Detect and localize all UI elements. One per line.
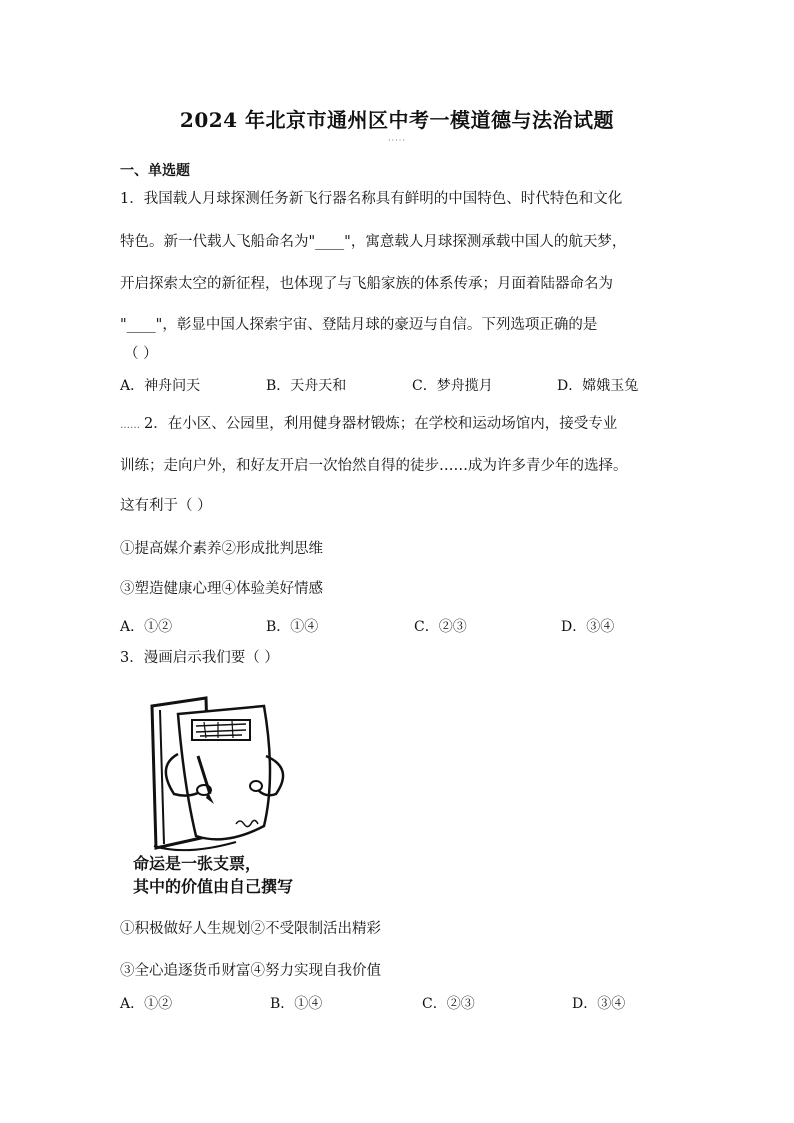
q1-option-a[interactable]: A．神舟问天: [120, 378, 201, 394]
q2-statement-1: ①提高媒介素养②形成批判思维: [120, 541, 323, 557]
q1-option-c[interactable]: C．梦舟揽月: [412, 378, 493, 394]
section-heading: 一、单选题: [120, 163, 190, 179]
cartoon-caption-line-1: 命运是一张支票，: [133, 854, 262, 873]
q1-option-d[interactable]: D．嫦娥玉兔: [557, 378, 639, 394]
q2-prefix-dots: ……: [120, 420, 140, 431]
q2-option-a[interactable]: A．①②: [120, 619, 173, 635]
q3-option-d[interactable]: D．③④: [572, 996, 626, 1012]
q2-option-b[interactable]: B．①④: [266, 619, 319, 635]
q2-line-3: 这有利于（ ）: [120, 498, 212, 514]
q2-option-d[interactable]: D．③④: [561, 619, 615, 635]
q1-line-3: 开启探索太空的新征程，也体现了与飞船家族的体系传承；月面着陆器命名为: [120, 276, 613, 292]
q2-option-c[interactable]: C．②③: [414, 619, 467, 635]
q2-line-2: 训练；走向户外，和好友开启一次怡然自得的徒步……成为许多青少年的选择。: [120, 458, 628, 474]
q1-line-2: 特色。新一代载人飞船命名为"____"，寓意载人月球探测承载中国人的航天梦，: [120, 234, 627, 250]
title-dots: ·····: [388, 136, 406, 145]
q3-option-c[interactable]: C．②③: [422, 996, 475, 1012]
q1-answer-blank: （ ）: [124, 346, 158, 362]
q2-statement-2: ③塑造健康心理④体验美好情感: [120, 581, 323, 597]
q1-option-b[interactable]: B．天舟天和: [266, 378, 347, 394]
q1-line-4: "____"，彰显中国人探索宇宙、登陆月球的豪迈与自信。下列选项正确的是: [120, 317, 598, 333]
page-title: 2024 年北京市通州区中考一模道德与法治试题: [179, 108, 615, 132]
q2-line-1: 2．在小区、公园里，利用健身器材锻炼；在学校和运动场馆内，接受专业: [144, 416, 618, 432]
q3-option-b[interactable]: B．①④: [270, 996, 323, 1012]
q3-statement-2: ③全心追逐货币财富④努力实现自我价值: [120, 963, 381, 979]
q1-line-1: 1．我国载人月球探测任务新飞行器名称具有鲜明的中国特色、时代特色和文化: [120, 191, 623, 207]
q3-line-1: 3．漫画启示我们要（ ）: [120, 650, 279, 666]
q3-option-a[interactable]: A．①②: [120, 996, 173, 1012]
cartoon-caption-line-2: 其中的价值由自己撰写: [133, 877, 294, 896]
q3-statement-1: ①积极做好人生规划②不受限制活出精彩: [120, 921, 381, 937]
